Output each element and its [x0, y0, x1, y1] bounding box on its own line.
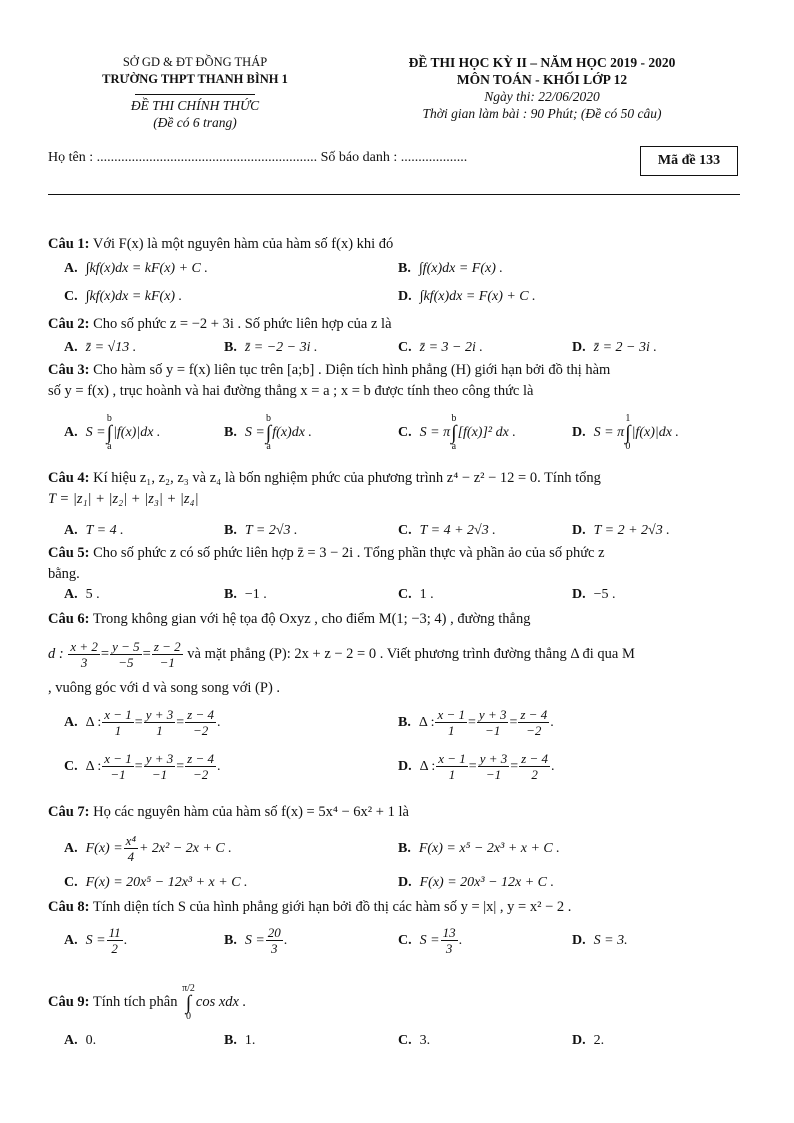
fraction: $\frac{x + 2}{3}$: [70, 639, 98, 671]
q4-option-b[interactable]: B. T = 2√3 .: [224, 523, 298, 538]
exam-title: ĐỀ THI HỌC KỲ II – NĂM HỌC 2019 - 2020: [408, 55, 676, 70]
q6-line-3: , vuông góc với d và song song với (P) .: [48, 680, 281, 696]
q3-option-a[interactable]: A. S =b ∫ a|f(x)|dx .: [64, 413, 161, 452]
q5-option-a[interactable]: A. 5 .: [64, 587, 100, 602]
q7-option-c[interactable]: C. F(x) = 20x⁵ − 12x³ + x + C .: [64, 875, 248, 890]
q6-option-a[interactable]: A. Δ : $\frac{x - 1}{1}$ = $\frac{y + 3}{1}$ = $\frac{z - 4}{-2}$ .: [64, 707, 221, 739]
q9-option-d[interactable]: D. 2.: [572, 1033, 605, 1048]
question-8: Câu 8: Tính diện tích S của hình phẳng giới hạn bởi đồ thị các hàm số y = |x| , y = x² − 2 .: [48, 899, 572, 915]
q2-option-d[interactable]: D. z̄ = 2 − 3i .: [572, 340, 657, 355]
exam-code-box: Mã đề 133: [640, 146, 738, 176]
department: SỞ GD & ĐT ĐỒNG THÁP: [122, 55, 268, 69]
q3-option-b[interactable]: B. S =b ∫ af(x)dx .: [224, 413, 312, 452]
q8-option-d[interactable]: D. S = 3.: [572, 933, 628, 948]
q6-option-d[interactable]: D. Δ : $\frac{x - 1}{1}$ = $\frac{y + 3}{-1}$ = $\frac{z - 4}{2}$ .: [398, 751, 555, 783]
question-5: Câu 5: Cho số phức z có số phức liên hợp z̄ = 3 − 2i . Tổng phần thực và phần ảo của số phức z bằng.: [48, 545, 605, 582]
question-2: Câu 2: Cho số phức z = −2 + 3i . Số phức liên hợp của z là: [48, 316, 392, 332]
integral-sign: 1 ∫ 0: [625, 413, 631, 452]
q3-option-c[interactable]: C. S = πb ∫ a[f(x)]² dx .: [398, 413, 516, 452]
exam-date: Ngày thi: 22/06/2020: [484, 89, 600, 104]
q4-option-c[interactable]: C. T = 4 + 2√3 .: [398, 523, 496, 538]
question-4: Câu 4: Kí hiệu z₁, z₂, z₃ và z₄ là bốn nghiệm phức của phương trình z⁴ − z² − 12 = 0. Tính tổng T = |z₁| + |z₂| + |z₃| + |z₄|: [48, 470, 601, 507]
q5-option-d[interactable]: D. −5 .: [572, 587, 616, 602]
fraction: $\frac{y - 5}{-5}$: [112, 639, 140, 671]
official-label: ĐỀ THI CHÍNH THỨC: [130, 98, 260, 113]
q1-option-a[interactable]: A. ∫kf(x)dx = kF(x) + C .: [64, 261, 208, 276]
q4-option-d[interactable]: D. T = 2 + 2√3 .: [572, 523, 670, 538]
subject-title: MÔN TOÁN - KHỐI LỚP 12: [456, 72, 628, 87]
q1-option-c[interactable]: C. ∫kf(x)dx = kF(x) .: [64, 289, 183, 304]
fraction: $\frac{z - 2}{-1}$: [153, 639, 181, 671]
q6-option-b[interactable]: B. Δ : $\frac{x - 1}{1}$ = $\frac{y + 3}{-1}$ = $\frac{z - 4}{-2}$ .: [398, 707, 554, 739]
q7-option-b[interactable]: B. F(x) = x⁵ − 2x³ + x + C .: [398, 841, 560, 856]
q8-option-b[interactable]: B. S = $\frac{20}{3}$ .: [224, 925, 288, 957]
q8-option-a[interactable]: A. S = $\frac{11}{2}$ .: [64, 925, 128, 957]
question-3: Câu 3: Cho hàm số y = f(x) liên tục trên [a;b] . Diện tích hình phẳng (H) giới hạn bởi đồ thị hàm số y = f(x) , trục hoành và hai đường thẳng x = a ; x = b được tính theo công thức là: [48, 362, 611, 399]
q5-option-b[interactable]: B. −1 .: [224, 587, 267, 602]
exam-duration: Thời gian làm bài : 90 Phút; (Đề có 50 câu): [422, 106, 662, 121]
q2-option-a[interactable]: A. z̄ = √13 .: [64, 340, 137, 355]
page-count: (Đề có 6 trang): [153, 115, 237, 130]
integral-sign: π/2 ∫ 0: [182, 982, 195, 1022]
header-divider: [135, 94, 255, 95]
question-text: Với F(x) là một nguyên hàm của hàm số f(x) khi đó: [92, 236, 394, 252]
integral-sign: b ∫ a: [451, 413, 457, 452]
q9-option-b[interactable]: B. 1.: [224, 1033, 256, 1048]
question-6: Câu 6: Trong không gian với hệ tọa độ Oxyz , cho điểm M(1; −3; 4) , đường thẳng: [48, 611, 531, 627]
q4-option-a[interactable]: A. T = 4 .: [64, 523, 124, 538]
question-9: Câu 9: Tính tích phân π/2 ∫ 0cos xdx .: [48, 982, 247, 1022]
question-1: [48, 234, 746, 255]
integral-sign: b ∫ a: [106, 413, 113, 452]
student-info-row: [48, 150, 467, 166]
q6-line-d: d : $\frac{x + 2}{3}$ = $\frac{y - 5}{-5}$ = $\frac{z - 2}{-1}$ và mặt phẳng (P): 2x + z − 2 = 0 . Viết phương trình đường thẳng Δ đi qua M: [48, 639, 635, 671]
header-left: [60, 54, 330, 131]
q1-option-d[interactable]: D. ∫kf(x)dx = F(x) + C .: [398, 289, 536, 304]
question-label: Câu 1:: [48, 236, 90, 252]
school-name: TRƯỜNG THPT THANH BÌNH 1: [102, 72, 288, 86]
q1-option-b[interactable]: B. ∫f(x)dx = F(x) .: [398, 261, 503, 276]
integral-sign: b ∫ a: [265, 413, 272, 452]
q2-option-b[interactable]: B. z̄ = −2 − 3i .: [224, 340, 318, 355]
q6-option-c[interactable]: C. Δ : $\frac{x - 1}{-1}$ = $\frac{y + 3}{-1}$ = $\frac{z - 4}{-2}$ .: [64, 751, 221, 783]
header-right: [372, 54, 712, 122]
q9-option-a[interactable]: A. 0.: [64, 1033, 97, 1048]
q5-option-c[interactable]: C. 1 .: [398, 587, 434, 602]
name-field: Họ tên : ...............................................................: [48, 150, 318, 165]
q8-option-c[interactable]: C. S = $\frac{13}{3}$ .: [398, 925, 463, 957]
q7-option-d[interactable]: D. F(x) = 20x³ − 12x + C .: [398, 875, 555, 890]
q3-option-d[interactable]: D. S = π1 ∫ 0|f(x)|dx .: [572, 413, 679, 452]
question-7: Câu 7: Họ các nguyên hàm của hàm số f(x) = 5x⁴ − 6x² + 1 là: [48, 804, 409, 820]
q7-option-a[interactable]: A. F(x) = $\frac{\text{x⁴}}{4}$ + 2x² − 2x + C .: [64, 833, 232, 865]
q2-option-c[interactable]: C. z̄ = 3 − 2i .: [398, 340, 483, 355]
student-id-field: Số báo danh : ...................: [320, 150, 468, 165]
header-rule: [48, 194, 740, 195]
q9-option-c[interactable]: C. 3.: [398, 1033, 431, 1048]
